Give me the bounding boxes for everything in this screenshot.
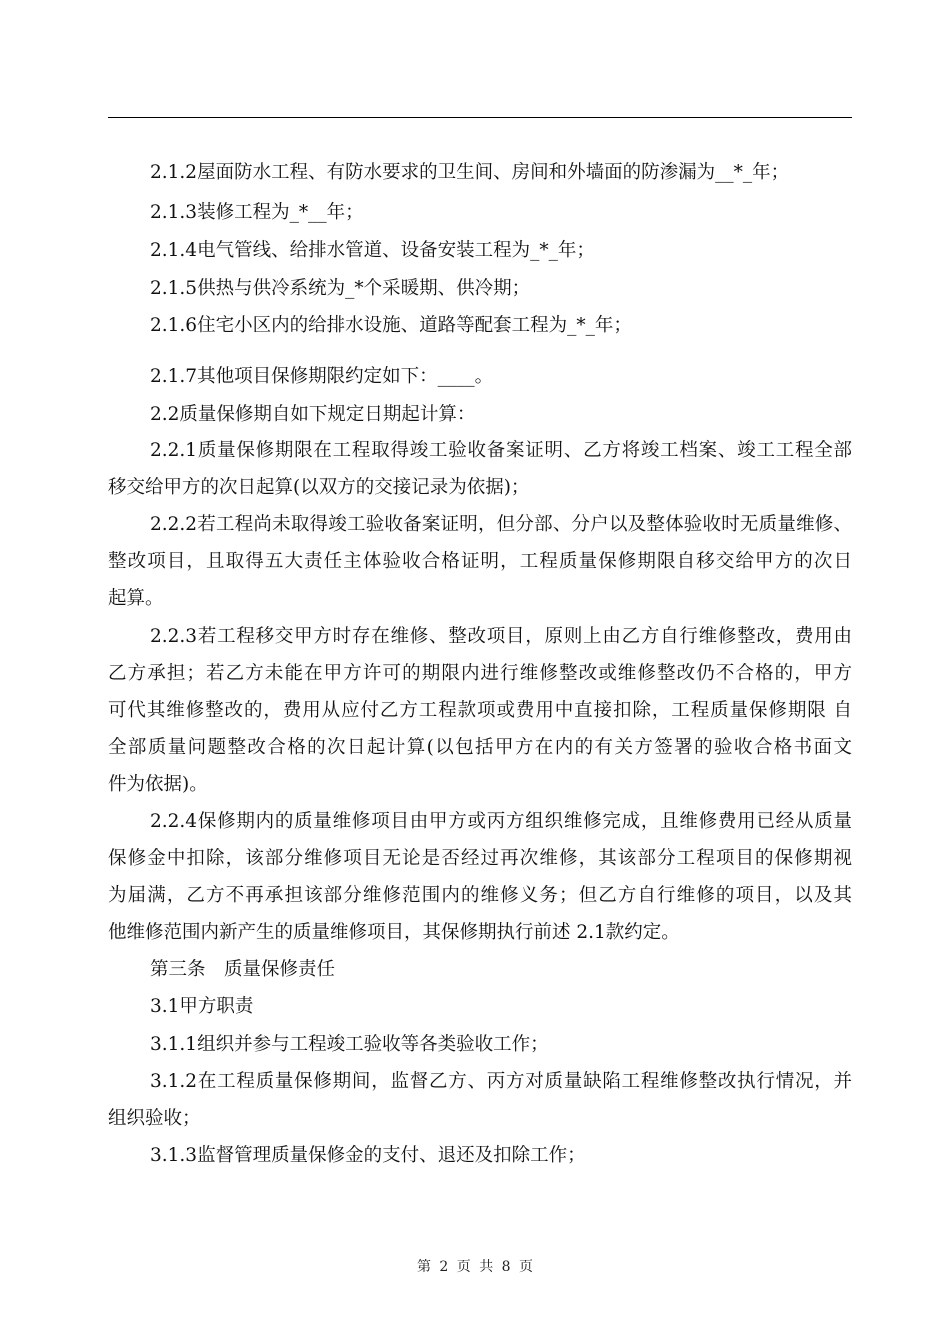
clause-2-2: 2.2质量保修期自如下规定日期起计算： xyxy=(150,404,476,425)
clause-2-2-3-line-1: 2.2.3若工程移交甲方时存在维修、整改项目，原则上由乙方自行维修整改，费用由 xyxy=(150,626,852,647)
clause-2-2-2-line-3: 起算。 xyxy=(108,588,164,609)
clause-2-2-3-line-5: 件为依据)。 xyxy=(108,774,208,795)
clause-2-1-5: 2.1.5供热与供冷系统为_*个采暖期、供冷期； xyxy=(150,278,531,299)
clause-2-2-4-line-2: 保修金中扣除，该部分维修项目无论是否经过再次维修，其该部分工程项目的保修期视 xyxy=(108,848,852,869)
clause-3-1-2-line-1: 3.1.2在工程质量保修期间，监督乙方、丙方对质量缺陷工程维修整改执行情况，并 xyxy=(150,1071,852,1092)
clause-2-1-7: 2.1.7其他项目保修期限约定如下：____。 xyxy=(150,366,494,387)
clause-2-2-4-line-1: 2.2.4保修期内的质量维修项目由甲方或丙方组织维修完成，且维修费用已经从质量 xyxy=(150,811,852,832)
clause-2-2-2-line-2: 整改项目，且取得五大责任主体验收合格证明，工程质量保修期限自移交给甲方的次日 xyxy=(108,551,852,572)
clause-2-2-3-line-4: 全部质量问题整改合格的次日起计算(以包括甲方在内的有关方签署的验收合格书面文 xyxy=(108,737,852,758)
clause-2-2-1-line-1: 2.2.1质量保修期限在工程取得竣工验收备案证明、乙方将竣工档案、竣工工程全部 xyxy=(150,440,852,461)
clause-2-1-6: 2.1.6住宅小区内的给排水设施、道路等配套工程为_*_年； xyxy=(150,315,632,336)
clause-2-2-3-line-3: 可代其维修整改的，费用从应付乙方工程款项或费用中直接扣除，工程质量保修期限 自 xyxy=(108,700,852,721)
clause-2-1-4: 2.1.4电气管线、给排水管道、设备安装工程为_*_年； xyxy=(150,240,595,261)
section-3-1: 3.1甲方职责 xyxy=(150,996,254,1017)
clause-3-1-1: 3.1.1组织并参与工程竣工验收等各类验收工作； xyxy=(150,1034,549,1055)
clause-2-1-3: 2.1.3装修工程为_*__年； xyxy=(150,202,364,223)
clause-2-2-4-line-4: 他维修范围内新产生的质量维修项目，其保修期执行前述 2.1款约定。 xyxy=(108,922,680,943)
clause-3-1-3: 3.1.3监督管理质量保修金的支付、退还及扣除工作； xyxy=(150,1145,586,1166)
clause-2-2-2-line-1: 2.2.2若工程尚未取得竣工验收备案证明，但分部、分户以及整体验收时无质量维修、 xyxy=(150,514,852,535)
clause-2-2-3-line-2: 乙方承担；若乙方未能在甲方许可的期限内进行维修整改或维修整改仍不合格的，甲方 xyxy=(108,663,852,684)
clause-3-1-2-line-2: 组织验收； xyxy=(108,1108,201,1129)
header-rule xyxy=(108,117,852,118)
clause-2-2-1-line-2: 移交给甲方的次日起算(以双方的交接记录为依据)； xyxy=(108,477,530,498)
clause-2-2-4-line-3: 为届满，乙方不再承担该部分维修范围内的维修义务；但乙方自行维修的项目，以及其 xyxy=(108,885,852,906)
clause-2-1-2: 2.1.2屋面防水工程、有防水要求的卫生间、房间和外墙面的防渗漏为__*_年； xyxy=(150,162,790,183)
page-number-footer: 第 2 页 共 8 页 xyxy=(416,1259,534,1275)
article-3-heading: 第三条 质量保修责任 xyxy=(150,959,336,980)
